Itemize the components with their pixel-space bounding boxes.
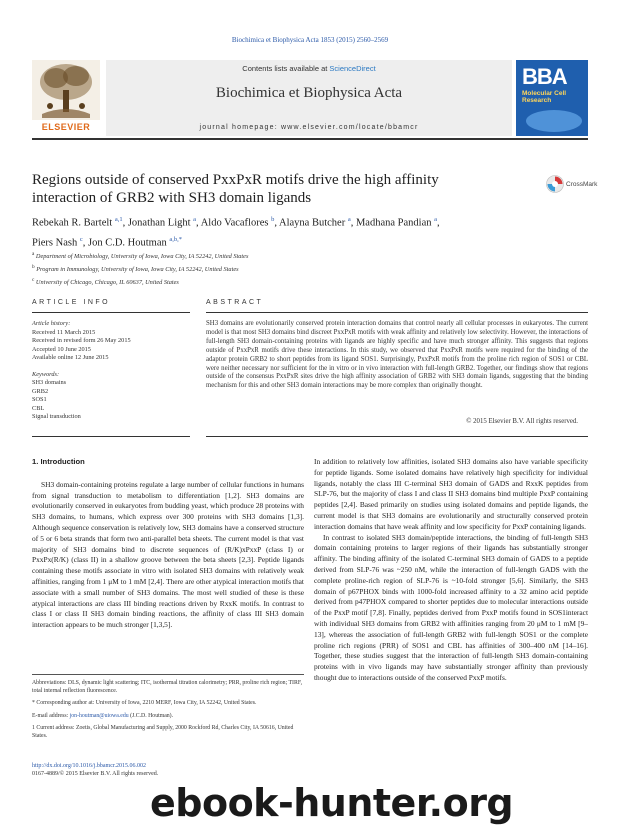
footnote-abbreviations: Abbreviations: DLS, dynamic light scattering; ITC, isothermal titration calorimetry; PRR, proline rich region; TIRF, total internal reflection fluorescence.: [32, 680, 303, 695]
issn-copyright: 0167-4889/© 2015 Elsevier B.V. All rights reserved.: [32, 771, 159, 777]
cover-bba-logo: BBA: [522, 64, 567, 89]
elsevier-tree-icon: [32, 60, 100, 120]
email-suffix: (J.C.D. Houtman).: [128, 712, 174, 719]
footnote-corresponding-author: * Corresponding author at: University of Iowa, 2210 MERF, Iowa City, IA 52242, United States.: [32, 700, 257, 707]
body-paragraph: In addition to relatively low affinities, isolated SH3 domains also have variable specificity for peptide ligands. Some isolated domains have relatively high specificity for individual ligands, notably the class III C-terminal SH3 domain of GADS and RxxK peptides from SLP-76, but the majority of class I and class II SH3 domains bind multiple PxxP containing peptides [2,4]. Based primarily on studies using isolated domains and peptide ligands, the current model is that SH3 domains are evolutionarily and structurally conserved protein interaction domains that have weak affinity and low specificity for PxxP containing ligands.: [314, 457, 588, 531]
author-affiliation-mark[interactable]: a: [347, 216, 351, 223]
contents-line: [106, 64, 512, 73]
article-title: Regions outside of conserved PxxPxR motifs drive the high affinity interaction of GRB2 with SH3 domain ligands: [32, 172, 439, 206]
abstract-text: SH3 domains are evolutionarily conserved protein interaction domains that control nearly all cellular processes in eukaryotes. The current model is that most SH3 domains bind discreet PxxPxR motifs with weak affinity and relatively low selectivity. However, the interactions of full-length SH3 domain-containing proteins with ligands are highly specific and have much stronger affinity. This suggests that regions outside of PxxPxR motifs drive these interactions. In this study, we observed that PxxPxR motifs were required for the binding of the adaptor protein GRB2 to short peptides from its ligand SOS1. Surprisingly, PxxPxR motifs from the proline rich region of SOS1 or CBL were neither necessary nor sufficient for the in vitro or in vivo interaction with full-length GRB2. Together, our findings show that regions outside of the consensus PxxPxR sites drive the high affinity association of GRB2 with SH3 domain ligands, suggesting that the binding mechanism for this and other SH3 domain interactions may be more complex than originally thought.: [206, 320, 588, 390]
history-list: [32, 329, 190, 363]
affiliation-item: [32, 249, 572, 262]
journal-citation-link[interactable]: Biochimica et Biophysica Acta 1853 (2015) 2560–2569: [231, 36, 389, 44]
history-item: Available online 12 June 2015: [32, 354, 109, 361]
author-separator: ,: [274, 217, 280, 229]
crossmark-icon: [546, 175, 564, 193]
author-name[interactable]: Alayna Butcher: [279, 217, 346, 229]
doi-link[interactable]: http://dx.doi.org/10.1016/j.bbamcr.2015.06.002: [32, 763, 147, 769]
author-name[interactable]: Jon C.D. Houtman: [87, 237, 167, 248]
abstract-divider: [206, 436, 588, 437]
elsevier-wordmark: ELSEVIER: [41, 122, 91, 132]
keyword-item: Signal transduction: [32, 413, 81, 420]
history-item: Accepted 10 June 2015: [32, 345, 91, 353]
journal-masthead: [106, 60, 512, 136]
journal-header: [32, 60, 588, 138]
author-name[interactable]: Jonathan Light: [127, 217, 191, 229]
history-label: Article history:: [32, 320, 71, 327]
body-column-right: [314, 457, 588, 684]
contents-prefix: Contents lists available at: [242, 64, 330, 73]
right-column-paragraphs: [314, 457, 588, 684]
author-separator: ,: [196, 217, 201, 229]
author-name[interactable]: Aldo Vacaflores: [200, 217, 269, 229]
section-heading-introduction: 1. Introduction: [32, 457, 85, 466]
footnote-email: [32, 712, 304, 720]
author-name[interactable]: Madhana Pandian: [355, 217, 432, 229]
email-label: E-mail address:: [32, 712, 70, 719]
keyword-item: SH3 domains: [32, 379, 67, 386]
author-affiliation-mark[interactable]: a: [434, 216, 438, 223]
cover-graphic: [526, 110, 582, 132]
history-item: Received in revised form 26 May 2015: [32, 337, 131, 344]
watermark-text: ebook-hunter.org: [144, 780, 620, 826]
footnote-current-address: 1 Current address: Zoetis, Global Manufacturing and Supply, 2000 Rockford Rd, Charles City, IA 50616, United States.: [32, 724, 294, 740]
affiliation-mark: a: [32, 251, 35, 257]
keywords-list: [32, 379, 190, 422]
crossmark-label: CrossMark: [566, 180, 598, 188]
keywords-label: Keywords:: [32, 370, 60, 378]
doi-block: [32, 762, 252, 778]
body-column-left: [32, 457, 304, 631]
cover-subtitle: Molecular Cell Research: [522, 90, 567, 104]
article-info-panel: [32, 320, 190, 422]
author-separator: ,: [122, 217, 128, 229]
affiliation-text: University of Chicago, Chicago, IL 60637, United States: [35, 279, 179, 287]
elsevier-logo[interactable]: [32, 60, 100, 134]
author-list: [32, 212, 572, 251]
journal-cover-image[interactable]: [516, 60, 588, 136]
abstract-copyright: © 2015 Elsevier B.V. All rights reserved.: [466, 418, 578, 425]
article-info-divider: [32, 436, 190, 437]
footnotes: [32, 674, 304, 744]
crossmark-button[interactable]: [546, 175, 597, 193]
article-info-heading: ARTICLE INFO: [32, 299, 190, 313]
affiliation-item: [32, 275, 572, 288]
sciencedirect-link[interactable]: ScienceDirect: [329, 64, 376, 73]
abstract-heading: ABSTRACT: [206, 299, 588, 313]
journal-homepage-link[interactable]: journal homepage: www.elsevier.com/locate/bbamcr: [199, 124, 419, 131]
keyword-item: SOS1: [32, 396, 47, 403]
author-affiliation-mark[interactable]: a,b,*: [169, 235, 182, 243]
body-paragraph: In contrast to isolated SH3 domain/peptide interactions, the binding of full-length SH3 domain containing proteins to larger regions of their ligands has substantially stronger affinity. The binding affinity of the isolated C-terminal SH3 domain of GADS to a peptide derived from SLP-76 was ~250 nM, while the interaction of full-length GADS with the complete proline-rich region of SLP-76 is ~10-fold stronger [5,6]. Similarly, the SH3 domain of p67PHOX binds with 1000-fold increased affinity to a 32 amino acid peptide derived from p47PHOX compared to shorter peptides due to molecular interactions outside of the PxxP motif [7,8]. Finally, peptides derived from PxxP motifs found in SOS1interact with individual SH3 domains from GRB2 with affinities ranging from 20 μM to 1 mM [9–13], whereas the association of full-length GRB2 with full-length SOS1 or the complete proline rich regions (PRR) of SOS1 and CBL has affinities of 300–400 nM [14–16]. Together, these studies suggest that the interaction of full-length SH3 domain-containing proteins with in vivo ligands may have substantially stronger affinity than previously thought due to interactions outside of the conserved PxxP motifs.: [314, 532, 588, 682]
author-name[interactable]: Rebekah R. Bartelt: [32, 217, 113, 229]
affiliation-list: [32, 249, 572, 288]
keyword-item: GRB2: [32, 387, 49, 395]
author-separator: ,: [437, 217, 440, 229]
journal-title: Biochimica et Biophysica Acta: [215, 85, 403, 101]
affiliation-mark: c: [32, 277, 35, 284]
affiliation-item: [32, 262, 572, 275]
email-link[interactable]: jon-houtman@uiowa.edu: [69, 712, 129, 719]
author-affiliation-mark[interactable]: c: [79, 235, 83, 243]
history-item: Received 11 March 2015: [32, 328, 96, 336]
author-separator: ,: [350, 217, 356, 229]
header-divider: [32, 138, 588, 140]
left-column-paragraphs: [32, 480, 304, 631]
affiliation-text: Department of Microbiology, University of Iowa, Iowa City, IA 52242, United States: [35, 253, 249, 261]
author-affiliation-mark[interactable]: a: [193, 216, 197, 223]
affiliation-text: Program in Immunology, University of Iowa, Iowa City, IA 52242, United States: [36, 266, 239, 274]
affiliation-mark: b: [32, 264, 35, 271]
author-affiliation-mark[interactable]: b: [271, 216, 275, 223]
author-name[interactable]: Piers Nash: [32, 237, 78, 248]
body-paragraph: SH3 domain-containing proteins regulate a large number of cellular functions in humans from signal transduction to metabolism to differentiation [1,2]. SH3 domains are evolutionarily conserved in eukaryotes from budding yeast, which produce 28 proteins with SH3 domains, to humans, which express over 300 proteins with SH3 domains [1,3]. Although sequence conservation is relatively low, SH3 domains have a conserved structure of 5 or 6 beta strands that form two anti-parallel beta sheets. The current model is that vast majority of SH3 domains bind to discrete sequences of (R/K)xPxxP (class I) or PxxPx(R/K) (class II) in a shallow groove between the beta sheets [2,3]. Peptide ligands containing these motifs associate in vitro with isolated SH3 domains with relatively weak affinities, ranging from 1 μM to 1 mM [2,4]. There are other atypical interaction motifs that associate with a small number of SH3 domains. The most well studied of these is these atypical interactions are class III binding reactions driven by RxxK motifs. In contrast to class I or class II SH3 domain binding reactions, the affinity of class III SH3 domain interaction appears to be much stronger [1,3,5].: [32, 479, 304, 630]
author-separator: ,: [82, 237, 88, 248]
author-affiliation-mark[interactable]: a,1: [114, 216, 123, 223]
keyword-item: CBL: [32, 404, 45, 412]
